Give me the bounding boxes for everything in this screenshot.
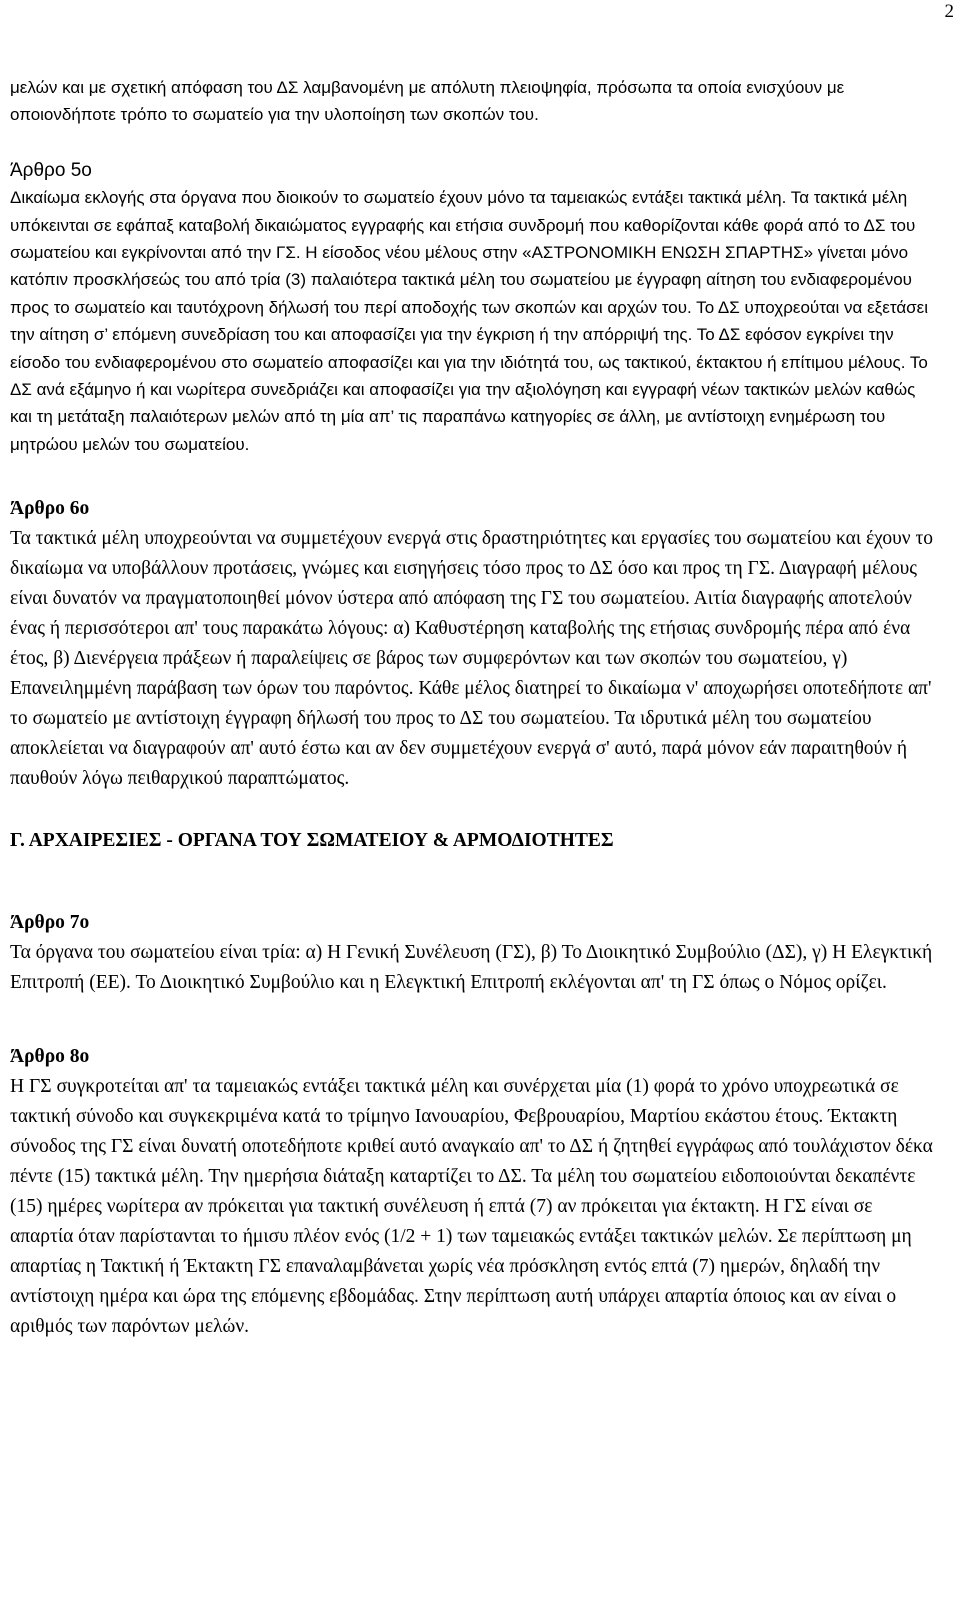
article-8 bbox=[10, 1042, 938, 1342]
article-7-heading: Άρθρο 7ο bbox=[10, 912, 90, 934]
intro-paragraph: μελών και με σχετική απόφαση του ΔΣ λαμβανομένη με απόλυτη πλειοψηφία, πρόσωπα τα οποία ενισχύουν με οποιονδήποτε τρόπο το σωματείο για την υλοποίηση των σκοπών του. bbox=[10, 78, 845, 125]
article-8-heading: Άρθρο 8ο bbox=[10, 1046, 90, 1068]
article-5-text: Δικαίωμα εκλογής στα όργανα που διοικούν το σωματείο έχουν μόνο τα ταμειακώς εντάξει τακτικά μέλη. Τα τακτικά μέλη υπόκεινται σε εφάπαξ καταβολή δικαιώματος εγγραφής και ετήσια συνδρομή που καθορίζονται κάθε φορά από το ΔΣ του σωματείου και εγκρίνονται από την ΓΣ. Η είσοδος νέου μέλους στην «ΑΣΤΡΟΝΟΜΙΚΗ ΕΝΩΣΗ ΣΠΑΡΤΗΣ» γίνεται μόνο κατόπιν προσκλήσεώς του από τρία (3) παλαιότερα τακτικά μέλη του σωματείου με έγγραφη αίτηση του ενδιαφερομένου προς το σωματείο και ταυτόχρονη δήλωσή του περί αποδοχής των σκοπών και αρχών του. Το ΔΣ υποχρεούται να εξετάσει την αίτηση σ’ επόμενη συνεδρίαση του και αποφασίζει για την έγκριση ή την απόρριψή της. Το ΔΣ εφόσον εγκρίνει την είσοδο του ενδιαφερομένου στο σωματείο αποφασίζει και για την ιδιότητά του, ως τακτικού, έκτακτου ή επίτιμου μέλους. Το ΔΣ ανά εξάμηνο ή και νωρίτερα συνεδριάζει και αποφασίζει για την αξιολόγηση και εγγραφή νέων τακτικών μελών καθώς και τη μετάταξη παλαιότερων μελών από τη μία απ’ τις παραπάνω κατηγορίες σε άλλη, με αντίστοιχη ενημέρωση του μητρώου μελών του σωματείου. bbox=[10, 188, 928, 454]
article-7 bbox=[10, 908, 938, 998]
article-7-text: Τα όργανα του σωματείου είναι τρία: α) Η Γενική Συνέλευση (ΓΣ), β) Το Διοικητικό Συμβούλιο (ΔΣ), γ) Η Ελεγκτική Επιτροπή (ΕΕ). Το Διοικητικό Συμβούλιο και η Ελεγκτική Επιτροπή εκλέγονται απ' τη ΓΣ όπως ο Νόμος ορίζει. bbox=[10, 942, 933, 994]
article-6 bbox=[10, 494, 938, 794]
article-5-heading: Άρθρο 5ο bbox=[10, 159, 92, 181]
document-body bbox=[10, 74, 938, 1342]
section-title: Γ. ΑΡΧΑΙΡΕΣΙΕΣ - ΟΡΓΑΝΑ ΤΟΥ ΣΩΜΑΤΕΙΟΥ & ΑΡΜΟΔΙΟΤΗΤΕΣ bbox=[10, 830, 614, 852]
article-6-text: Τα τακτικά μέλη υποχρεούνται να συμμετέχουν ενεργά στις δραστηριότητες και εργασίες του σωματείου και έχουν το δικαίωμα να υποβάλλουν προτάσεις, γνώμες και εισηγήσεις τόσο προς το ΔΣ όσο και προς τη ΓΣ. Διαγραφή μέλους είναι δυνατόν να πραγματοποιηθεί μόνον ύστερα από απόφαση της ΓΣ του σωματείου. Αιτία διαγραφής αποτελούν ένας ή περισσότεροι απ' τους παρακάτω λόγους: α) Καθυστέρηση καταβολής της ετήσιας συνδρομής πέρα από ένα έτος, β) Διενέργεια πράξεων ή παραλείψεις σε βάρος των συμφερόντων και των σκοπών του σωματείου, γ) Επανειλημμένη παράβαση των όρων του παρόντος. Κάθε μέλος διατηρεί το δικαίωμα ν' αποχωρήσει οποτεδήποτε απ' το σωματείο με αντίστοιχη έγγραφη δήλωσή του προς το ΔΣ του σωματείου. Τα ιδρυτικά μέλη του σωματείου αποκλείεται να διαγραφούν απ' αυτό έστω και αν δεν συμμετέχουν ενεργά σ' αυτό, παρά μόνον εάν παραιτηθούν ή παυθούν λόγω πειθαρχικού παραπτώματος. bbox=[10, 528, 934, 790]
article-5 bbox=[10, 157, 938, 458]
article-6-heading: Άρθρο 6ο bbox=[10, 498, 90, 520]
article-8-text: Η ΓΣ συγκροτείται απ' τα ταμειακώς εντάξει τακτικά μέλη και συνέρχεται μία (1) φορά το χρόνο υποχρεωτικά σε τακτική σύνοδο και συγκεκριμένα κατά το τρίμηνο Ιανουαρίου, Φεβρουαρίου, Μαρτίου εκάστου έτους. Έκτακτη σύνοδος της ΓΣ είναι δυνατή οποτεδήποτε κριθεί αυτό αναγκαίο απ' το ΔΣ ή ζητηθεί εγγράφως από τουλάχιστον δέκα πέντε (15) τακτικά μέλη. Την ημερήσια διάταξη καταρτίζει το ΔΣ. Τα μέλη του σωματείου ειδοποιούνται δεκαπέντε (15) ημέρες νωρίτερα αν πρόκειται για τακτική συνέλευση ή επτά (7) αν πρόκειται για έκτακτη. Η ΓΣ είναι σε απαρτία όταν παρίστανται το ήμισυ πλέον ενός (1/2 + 1) των ταμειακώς εντάξει τακτικών μελών. Σε περίπτωση μη απαρτίας η Τακτική ή Έκτακτη ΓΣ επαναλαμβάνεται χωρίς νέα πρόσκληση εντός επτά (7) ημερών, δηλαδή την αντίστοιχη ημέρα και ώρα της επόμενης εβδομάδας. Στην περίπτωση αυτή υπάρχει απαρτία όποιος και αν είναι ο αριθμός των παρόντων μελών. bbox=[10, 1076, 933, 1338]
page-number: 2 bbox=[944, 1, 954, 22]
